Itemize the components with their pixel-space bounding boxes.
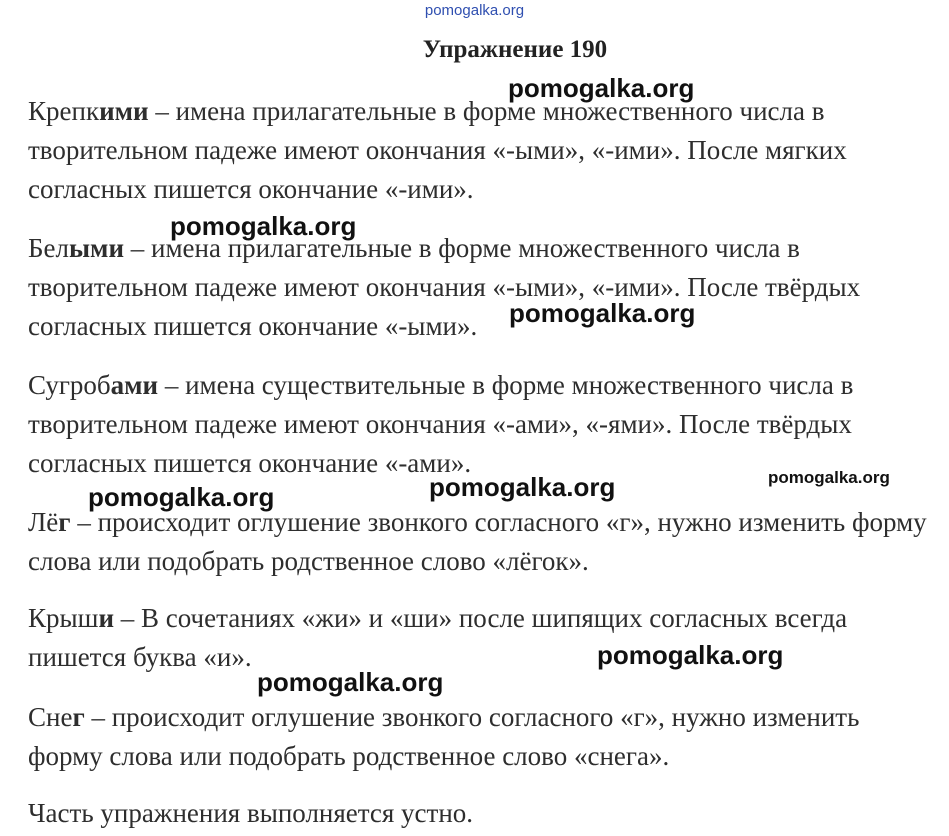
site-header-link[interactable]: pomogalka.org [424,2,525,19]
word-ending: ими [99,96,149,126]
paragraph-text: – происходит оглушение звонкого согласного «г», нужно изменить форму слова или подобрать родственное слово «снега». [28,702,860,771]
paragraph-sneg [28,698,933,776]
watermark: pomogalka.org [88,482,275,512]
word-ending: ами [110,370,159,400]
watermark: pomogalka.org [509,298,696,328]
watermark: pomogalka.org [257,667,444,697]
paragraph-lyog [28,503,933,581]
paragraph-text: – имена существительные в форме множественного числа в творительном падеже имеют окончания «-ами», «-ями». После твёрдых согласных пишется окончание «-ами». [28,370,854,478]
word-prefix: Бел [28,233,69,263]
paragraph-belymi [28,229,933,346]
paragraph-kryshi [28,599,933,677]
word-prefix: Сугроб [28,370,111,400]
word-ending: г [72,702,85,732]
paragraph-sugrobami [28,366,933,483]
footer-note: Часть упражнения выполняется устно. [28,798,474,828]
watermark: pomogalka.org [170,211,357,241]
paragraph-text: – имена прилагательные в форме множественного числа в творительном падеже имеют окончания «-ыми», «-ими». После твёрдых согласных пишется окончание «-ыми». [28,233,861,341]
paragraph-krepkimi [28,92,933,209]
page-title: Упражнение 190 [422,36,608,63]
word-ending: г [58,507,71,537]
word-prefix: Лё [28,507,59,537]
watermark: pomogalka.org [508,73,695,103]
word-prefix: Сне [28,702,73,732]
paragraph-text: – В сочетаниях «жи» и «ши» после шипящих согласных всегда пишется буква «и». [28,603,848,672]
paragraph-text: – имена прилагательные в форме множественного числа в творительном падеже имеют окончания «-ыми», «-ими». После мягких согласных пишется окончание «-ими». [28,96,847,204]
word-prefix: Крепк [28,96,100,126]
word-prefix: Крыш [28,603,99,633]
watermark: pomogalka.org [429,472,616,502]
word-ending: ыми [68,233,124,263]
word-ending: и [98,603,115,633]
watermark: pomogalka.org [597,640,784,670]
watermark: pomogalka.org [768,468,890,487]
paragraph-text: – происходит оглушение звонкого согласного «г», нужно изменить форму слова или подобрать родственное слово «лёгок». [28,507,927,576]
